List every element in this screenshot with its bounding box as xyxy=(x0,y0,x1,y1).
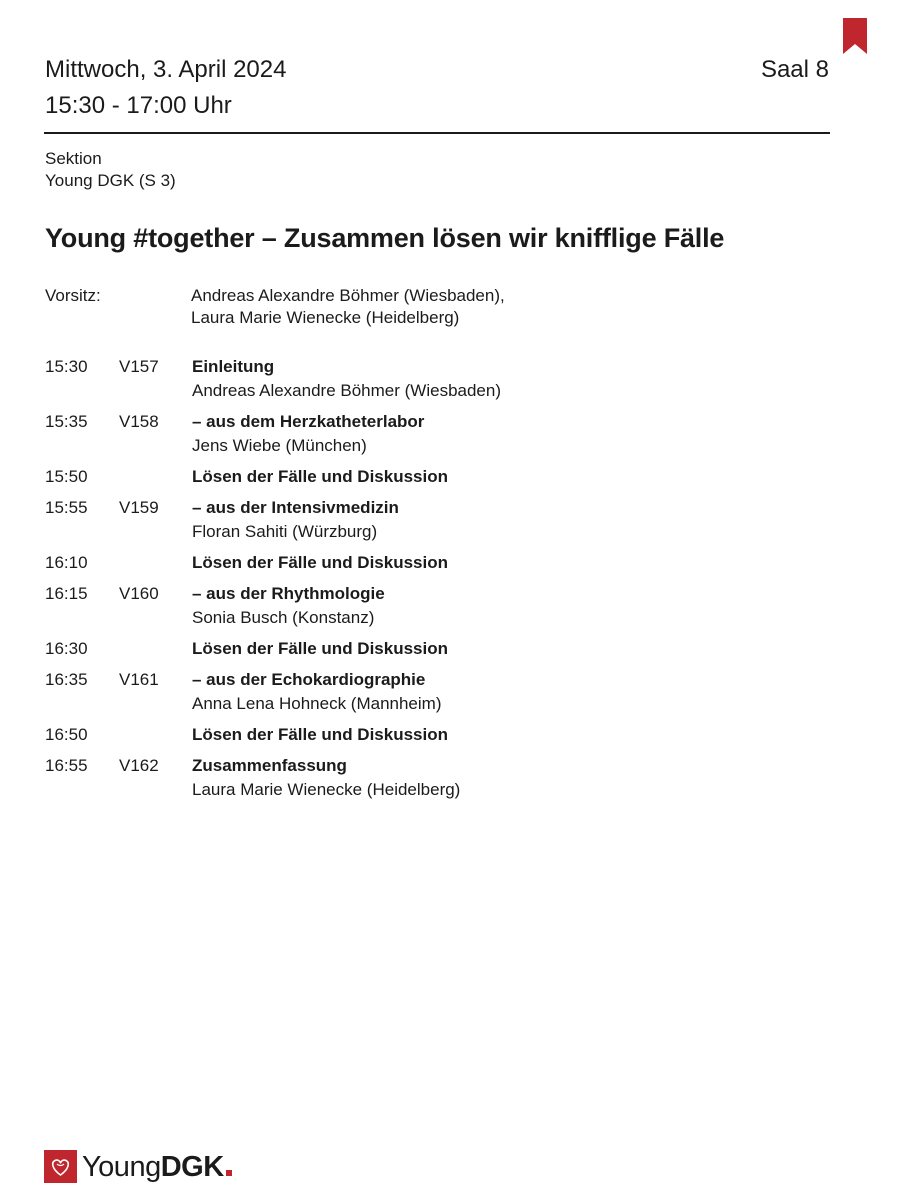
program-time: 16:35 xyxy=(45,670,88,689)
header-divider xyxy=(44,132,830,134)
session-date: Mittwoch, 3. April 2024 xyxy=(45,56,287,83)
program-code: V160 xyxy=(119,584,159,603)
session-title: Young #together – Zusammen lösen wir knifflige Fälle xyxy=(45,223,725,253)
program-time: 16:30 xyxy=(45,639,88,658)
program-list xyxy=(45,355,845,809)
program-time: 15:35 xyxy=(45,412,88,431)
program-row xyxy=(45,551,845,582)
program-code: V162 xyxy=(119,756,159,775)
program-time: 16:10 xyxy=(45,553,88,572)
logo-text-bold: DGK xyxy=(160,1151,224,1183)
session-time: 15:30 - 17:00 Uhr xyxy=(45,92,232,119)
chair-names xyxy=(191,285,505,329)
program-speaker: Jens Wiebe (München) xyxy=(192,436,367,455)
program-row xyxy=(45,637,845,668)
program-title: Lösen der Fälle und Diskussion xyxy=(192,639,448,658)
program-time: 16:15 xyxy=(45,584,88,603)
program-row xyxy=(45,410,845,465)
program-row xyxy=(45,465,845,496)
program-title: Einleitung xyxy=(192,357,275,376)
program-code: V159 xyxy=(119,498,159,517)
program-speaker: Sonia Busch (Konstanz) xyxy=(192,608,375,627)
program-title: Lösen der Fälle und Diskussion xyxy=(192,725,448,744)
session-room: Saal 8 xyxy=(760,56,829,83)
program-code: V157 xyxy=(119,357,159,376)
program-title: – aus dem Herzkatheterlabor xyxy=(192,412,425,431)
program-row xyxy=(45,668,845,723)
chair-name: Andreas Alexandre Böhmer (Wiesbaden), xyxy=(191,286,505,305)
program-time: 15:30 xyxy=(45,357,88,376)
logo-text-regular: Young xyxy=(82,1151,161,1183)
program-title: – aus der Intensivmedizin xyxy=(192,498,399,517)
program-speaker: Floran Sahiti (Würzburg) xyxy=(192,522,378,541)
program-speaker: Andreas Alexandre Böhmer (Wiesbaden) xyxy=(192,381,501,400)
program-title: Lösen der Fälle und Diskussion xyxy=(192,467,448,486)
section-label: Sektion xyxy=(45,149,102,168)
program-time: 15:50 xyxy=(45,467,88,486)
program-title: – aus der Rhythmologie xyxy=(192,584,385,603)
program-row xyxy=(45,582,845,637)
logo-dot xyxy=(226,1170,232,1176)
program-time: 16:50 xyxy=(45,725,88,744)
program-title: Lösen der Fälle und Diskussion xyxy=(192,553,448,572)
program-row xyxy=(45,754,845,809)
program-speaker: Laura Marie Wienecke (Heidelberg) xyxy=(192,780,461,799)
chair-label: Vorsitz: xyxy=(45,286,101,305)
heart-logo-icon xyxy=(44,1150,77,1183)
program-code: V158 xyxy=(119,412,159,431)
program-row xyxy=(45,355,845,410)
program-row xyxy=(45,723,845,754)
program-code: V161 xyxy=(119,670,159,689)
program-speaker: Anna Lena Hohneck (Mannheim) xyxy=(192,694,442,713)
program-time: 15:55 xyxy=(45,498,88,517)
bookmark-icon[interactable] xyxy=(843,18,867,54)
logo-wordmark xyxy=(82,1150,232,1184)
program-title: Zusammenfassung xyxy=(192,756,347,775)
section-name: Young DGK (S 3) xyxy=(45,171,176,190)
program-time: 16:55 xyxy=(45,756,88,775)
program-row xyxy=(45,496,845,551)
program-title: – aus der Echokardiographie xyxy=(192,670,426,689)
chair-name: Laura Marie Wienecke (Heidelberg) xyxy=(191,308,460,327)
